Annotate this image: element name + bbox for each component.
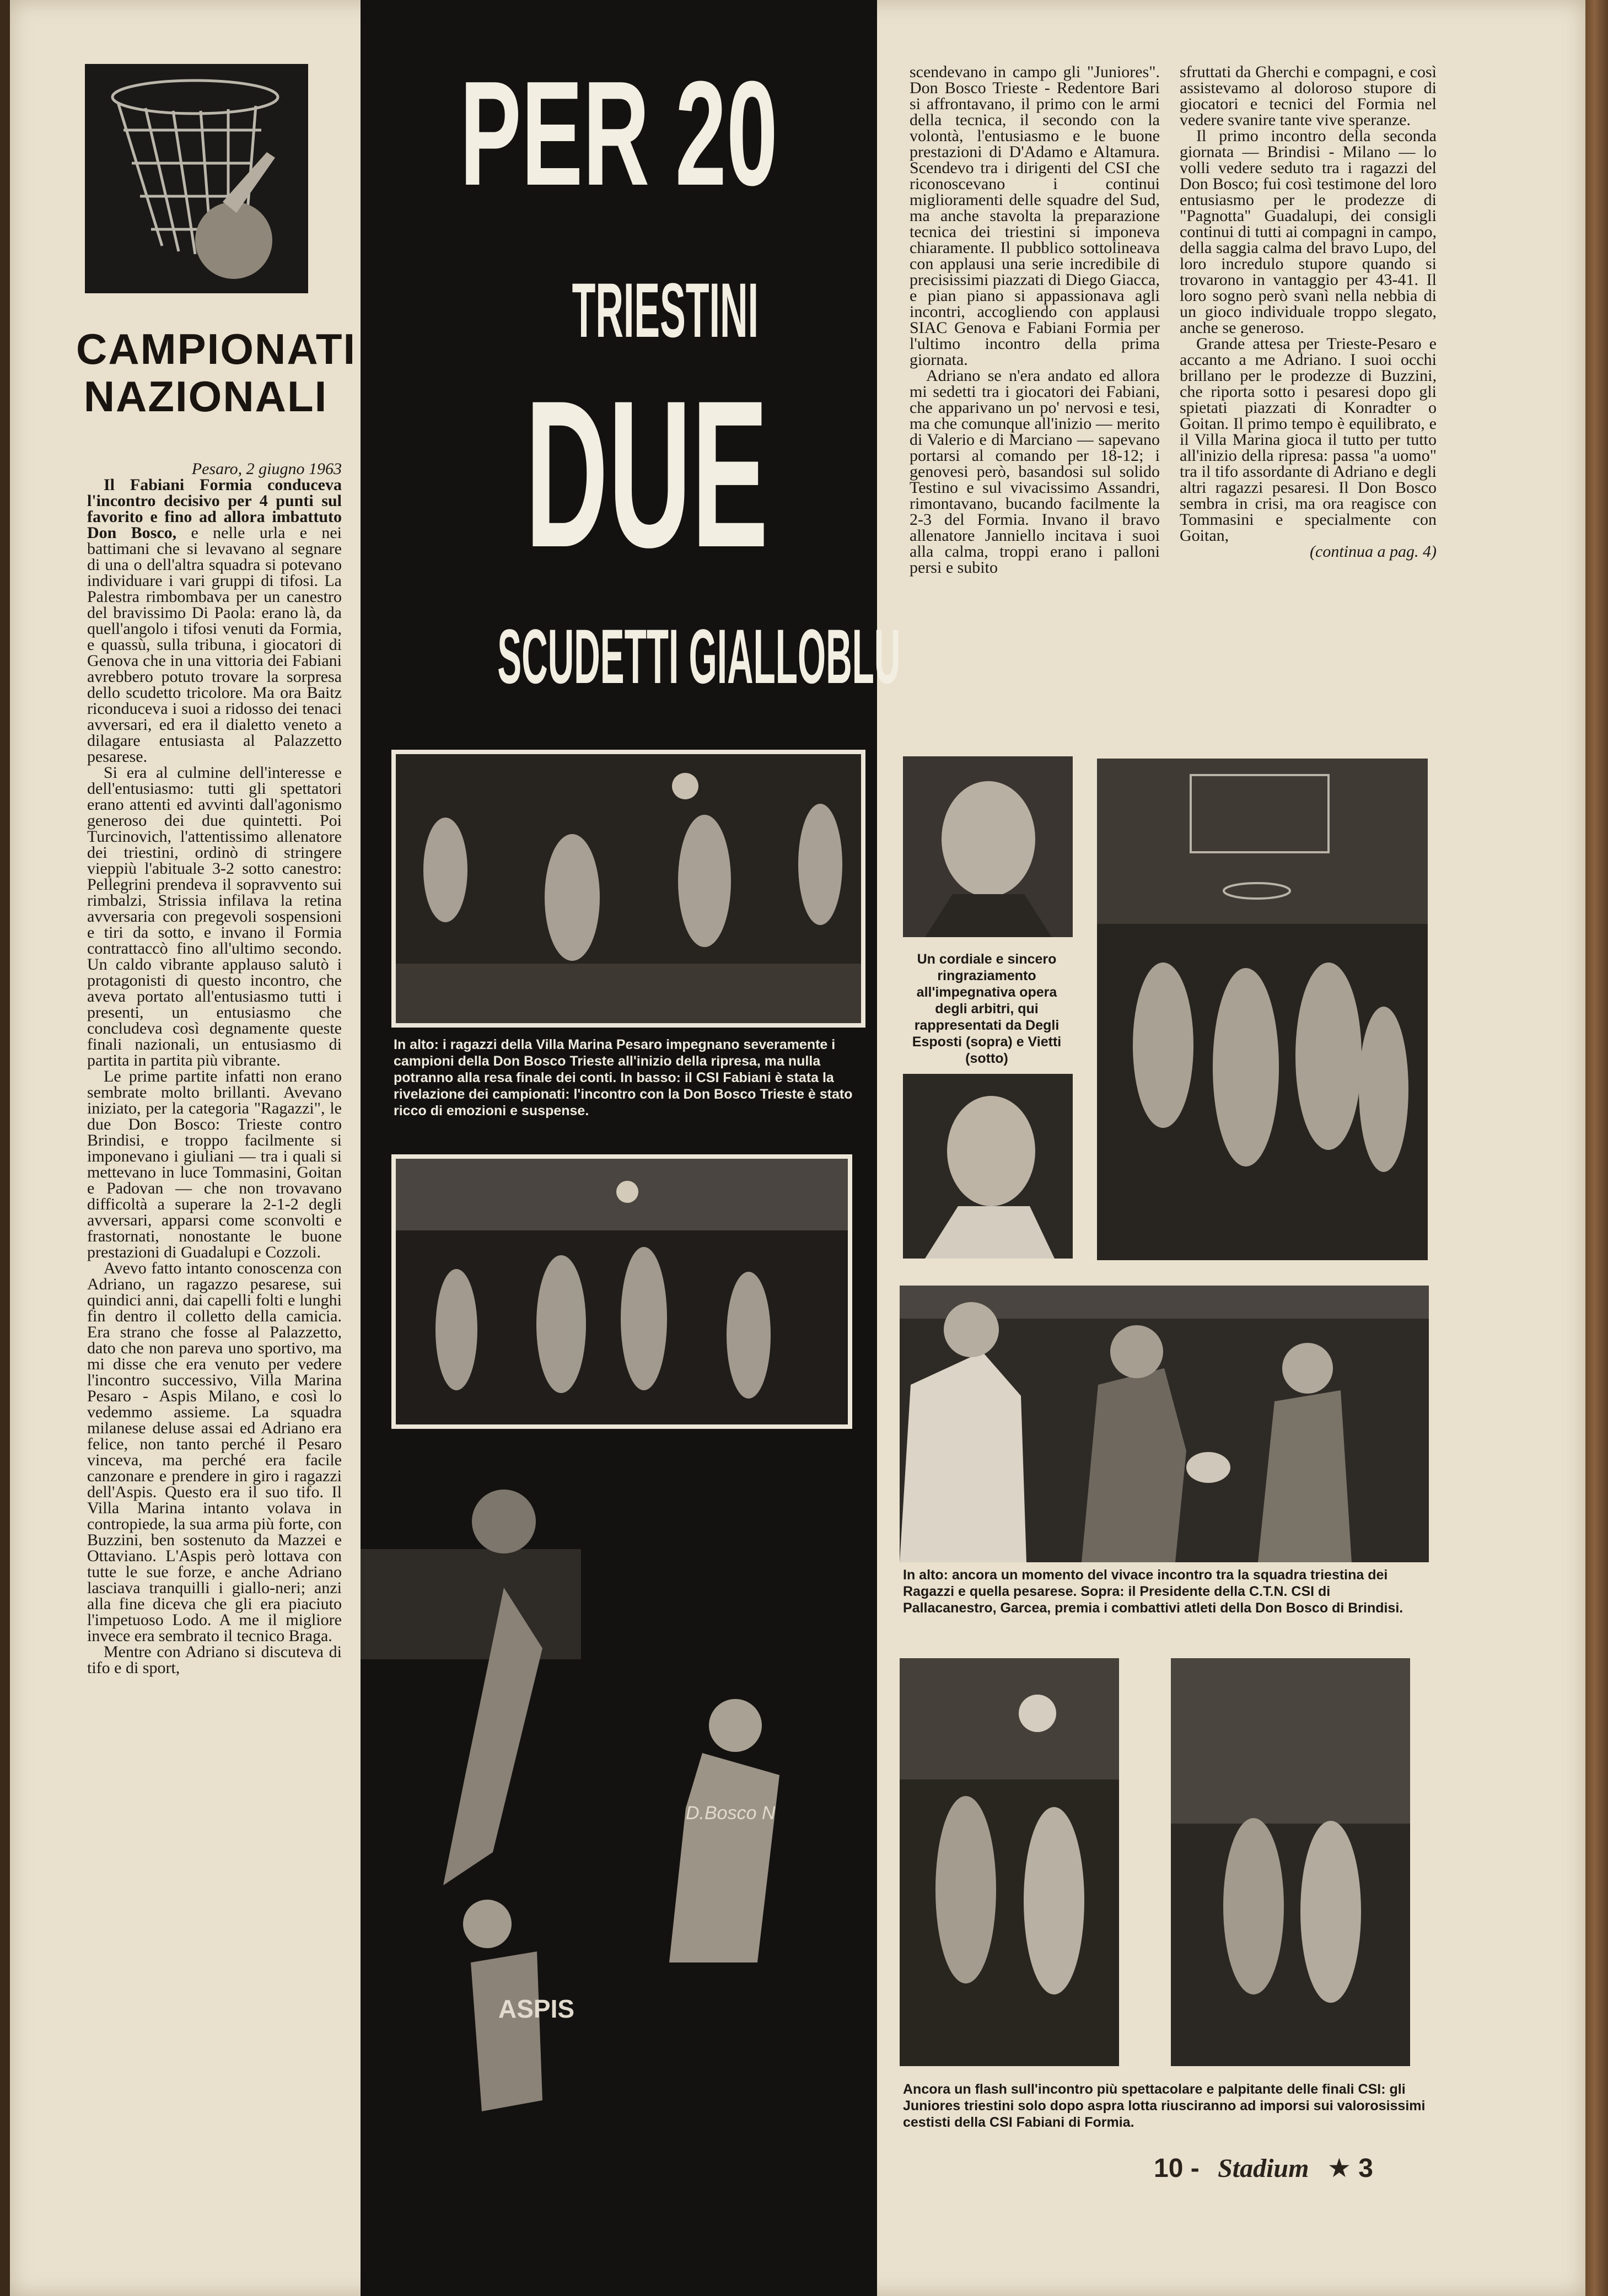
article-paragraph bbox=[87, 477, 342, 765]
headline-line1: PER 20 bbox=[460, 51, 778, 217]
section-heading-line2: NAZIONALI bbox=[83, 372, 328, 421]
article-column-3 bbox=[910, 64, 1160, 576]
page-number: 10 - bbox=[1154, 2154, 1200, 2183]
continued-note: (continua a pag. 4) bbox=[1310, 542, 1437, 561]
headline-line2: TRIESTINI bbox=[572, 267, 759, 353]
photo-rebound bbox=[1097, 759, 1428, 1260]
caption-center: In alto: i ragazzi della Villa Marina Pesaro impegnano severamente i campioni della Don Bosco Trieste all'inizio della ripresa, ma nulla potranno alla resa finale dei conti. In basso: il CSI Fabiani è stata la rivelazione dei campionati: l'incontro con la Don Bosco Trieste è stato ricco di emozioni e suspense. bbox=[394, 1037, 853, 1119]
article-text: e nelle urla e nei battimani che si levavano al segnare di una o dell'altra squadra si potevano individuare i vari gruppi di tifosi. La Palestra rimbombava per un canestro del bravissimo Di Paola: erano là, da quell'angolo i tifosi venuti da Formia, e quassù, sulla tribuna, i giocatori di Genova che in una vittoria dei Fabiani avrebbero potuto trovare la sorpresa dello scudetto tricolore. Ma ora Baitz riconduceva i suoi a ridosso dei tenaci avversari, ed era il dialetto veneto a dilagare entusiasta al Palazzetto pesarese. bbox=[87, 524, 342, 766]
caption-bottom: Ancora un flash sull'incontro più spettacolare e palpitante delle finali CSI: gli Juniores triestini solo dopo aspra lotta riusciranno ad imporsi sui valorosissimi cestisti della CSI Fabiani di Formia. bbox=[903, 2082, 1426, 2130]
headline-line4: SCUDETTI GIALLOBLU bbox=[497, 613, 901, 700]
photo-game-middle bbox=[391, 1154, 852, 1429]
photo-jump-ball bbox=[361, 1466, 877, 2296]
article-paragraph: Si era al culmine dell'interesse e dell'entusiasmo: tutti gli spettatori erano attenti ed avvinti dall'agonismo generoso dei due quintetti. Poi Turcinovich, l'attentissimo allenatore dei triestini, ordinò di stringere vieppiù l'abituale 3-2 sotto canestro: Pellegrini prendeva il sopravvento sui rimbalzi, Strissia infilava la retina avversaria con pregevoli sospensioni e tiri da sotto, e invano il Formia contrattaccò fino all'ultimo secondo. Un caldo vibrante applauso salutò i protagonisti di questo incontro, che aveva portato all'entusiasmo tutti i presenti, un entusiasmo che concludeva così degnamente queste finali nazionali, un entusiasmo di partita in partita più vibrante. bbox=[87, 763, 342, 1069]
magazine-page bbox=[10, 0, 1585, 2296]
magazine-name: Stadium bbox=[1218, 2154, 1309, 2183]
article-column-4 bbox=[1180, 64, 1437, 560]
photo-jump-shot-left bbox=[900, 1658, 1119, 2066]
binding-edge-right bbox=[1585, 0, 1608, 2296]
article-paragraph: Le prime partite infatti non erano sembrate molto brillanti. Avevano iniziato, per la categoria "Ragazzi", le due Don Bosco: Trieste contro Brindisi, e troppo facilmente si imponevano i giuliani — tra i quali si mettevano in luce Tommasini, Goitan e Padovan — che non trovavano difficoltà a superare la 2-1-2 degli avversari, apparsi come sconvolti e frastornati, nonostante le buone prestazioni di Guadalupi e Cozzoli. bbox=[87, 1067, 342, 1261]
jersey-label-aspis: ASPIS bbox=[498, 1994, 575, 2023]
article-paragraph: scendevano in campo gli "Juniores". Don Bosco Trieste - Redentore Bari si affrontavano, il primo con le armi della tecnica, il secondo con la volontà, l'entusiasmo e le buone prestazioni di D'Adamo e Altamura. Scendevo tra i dirigenti del CSI che riconoscevano i continui miglioramenti delle squadre del Sud, ma anche stavolta la preparazione tecnica dei triestini si imponeva chiaramente. Il pubblico sottolineava con applausi una serie incredibile di precisissimi piazzati di Diego Giacca, e pian piano si appassionava agli incontri, accogliendo con applausi SIAC Genova e Fabiani Formia per l'ultimo incontro della prima giornata. bbox=[910, 63, 1160, 369]
dateline: Pesaro, 2 giugno 1963 bbox=[191, 460, 342, 478]
article-paragraph: Adriano se n'era andato ed allora mi sedetti tra i giocatori dei Fabiani, che apparivano un po' nervosi e tesi, ma che comunque all'inizio — merito di Valerio e di Marciano — sapevano portarsi al comando per 18-12; i genovesi però, basandosi sul solido Testino e sul vivacissimo Assandri, rimontavano, bucando facilmente la 2-3 del Formia. Invano il bravo allenatore Janniello incitava i suoi alla calma, troppi erano i palloni persi e subito bbox=[910, 367, 1160, 577]
article-paragraph: Il primo incontro della seconda giornata — Brindisi - Milano — lo volli vedere seduto tra i ragazzi del Don Bosco; fui così testimone del loro entusiasmo per le prodezze di "Pagnotta" Guadalupi, dei consigli continui di tutti ai compagni in campo, della saggia calma del bravo Lupo, del loro incredulo stupore quando si trovarono in vantaggio per 43-41. Il loro sogno però svanì nella nebbia di un gioco individuale troppo slegato, anche se generoso. bbox=[1180, 127, 1437, 337]
photo-basket-net bbox=[85, 64, 308, 293]
photo-jump-shot-right bbox=[1171, 1658, 1410, 2066]
photo-award-ceremony bbox=[900, 1286, 1429, 1562]
issue-number: 3 bbox=[1358, 2154, 1373, 2183]
binding-edge bbox=[0, 0, 10, 2296]
headline-panel bbox=[361, 0, 901, 2296]
photo-game-top bbox=[391, 750, 865, 1028]
caption-referees: Un cordiale e sincero ringraziamento all'impegnativa opera degli arbitri, qui rappresentati da Degli Esposti (sopra) e Vietti (sotto) bbox=[912, 951, 1062, 1066]
star-icon: ★ bbox=[1327, 2154, 1351, 2183]
article-lead: Il Fabiani Formia conduceva l'incontro decisivo per 4 punti sul favorito e fino ad allora imbattuto Don Bosco, bbox=[87, 476, 342, 542]
article-paragraph: sfruttati da Gherchi e compagni, e così assistevamo al doloroso stupore di giocatori e tecnici del Formia nel vedere svanire tante vive speranze. bbox=[1180, 63, 1437, 129]
article-column-left bbox=[87, 461, 342, 1676]
photo-referee-bottom bbox=[903, 1074, 1073, 1259]
caption-ceremony: In alto: ancora un momento del vivace incontro tra la squadra triestina dei Ragazzi e quella pesarese. Sopra: il Presidente della C.T.N. CSI di Pallacanestro, Garcea, premia i combattivi atleti della Don Bosco di Brindisi. bbox=[903, 1567, 1403, 1616]
page-footer bbox=[1154, 2153, 1373, 2184]
article-paragraph: Avevo fatto intanto conoscenza con Adriano, un ragazzo pesarese, sui quindici anni, dai capelli folti e lunghi fin dentro il colletto della camicia. Era strano che fosse al Palazzetto, dato che non pareva uno sportivo, ma mi disse che era venuto per vedere l'incontro successivo, Villa Marina Pesaro - Aspis Milano, e così lo vedemmo assieme. La squadra milanese deluse assai ed Adriano era felice, non tanto perché il Pesaro vinceva, ma perché era facile canzonare e prendere in giro i ragazzi dell'Aspis. Questo era il suo tifo. Il Villa Marina intanto volava in contropiede, la sua arma più forte, con Buzzini, ben sostenuto da Mazzei e Ottaviano. L'Aspis però lottava con tutte le sue forze, e anche Adriano lasciava tranquilli i giallo-neri; anzi alla fine diceva che gli era piaciuto l'impetuoso Lodo. A me il migliore invece era sembrato il tecnico Braga. bbox=[87, 1259, 342, 1645]
article-paragraph: Mentre con Adriano si discuteva di tifo e di sport, bbox=[87, 1643, 342, 1677]
jersey-label-dbosco: D.Bosco N bbox=[686, 1803, 776, 1824]
section-heading-line1: CAMPIONATI bbox=[76, 325, 357, 373]
article-paragraph: Grande attesa per Trieste-Pesaro e accanto a me Adriano. I suoi occhi brillano per le prodezze di Buzzini, che riporta sotto i pesaresi dopo gli spietati piazzati di Konradter o Goitan. Il primo tempo è equilibrato, e il Villa Marina gioca il tutto per tutto all'inizio della ripresa: passa "a uomo" tra il tifo assordante di Adriano e degli altri ragazzi pesaresi. Il Don Bosco sembra in crisi, ma ora reagisce con Tommasini e specialmente con Goitan, bbox=[1180, 335, 1437, 545]
section-heading bbox=[76, 325, 357, 421]
photo-referee-top bbox=[903, 756, 1073, 937]
headline-line3: DUE bbox=[525, 357, 768, 591]
